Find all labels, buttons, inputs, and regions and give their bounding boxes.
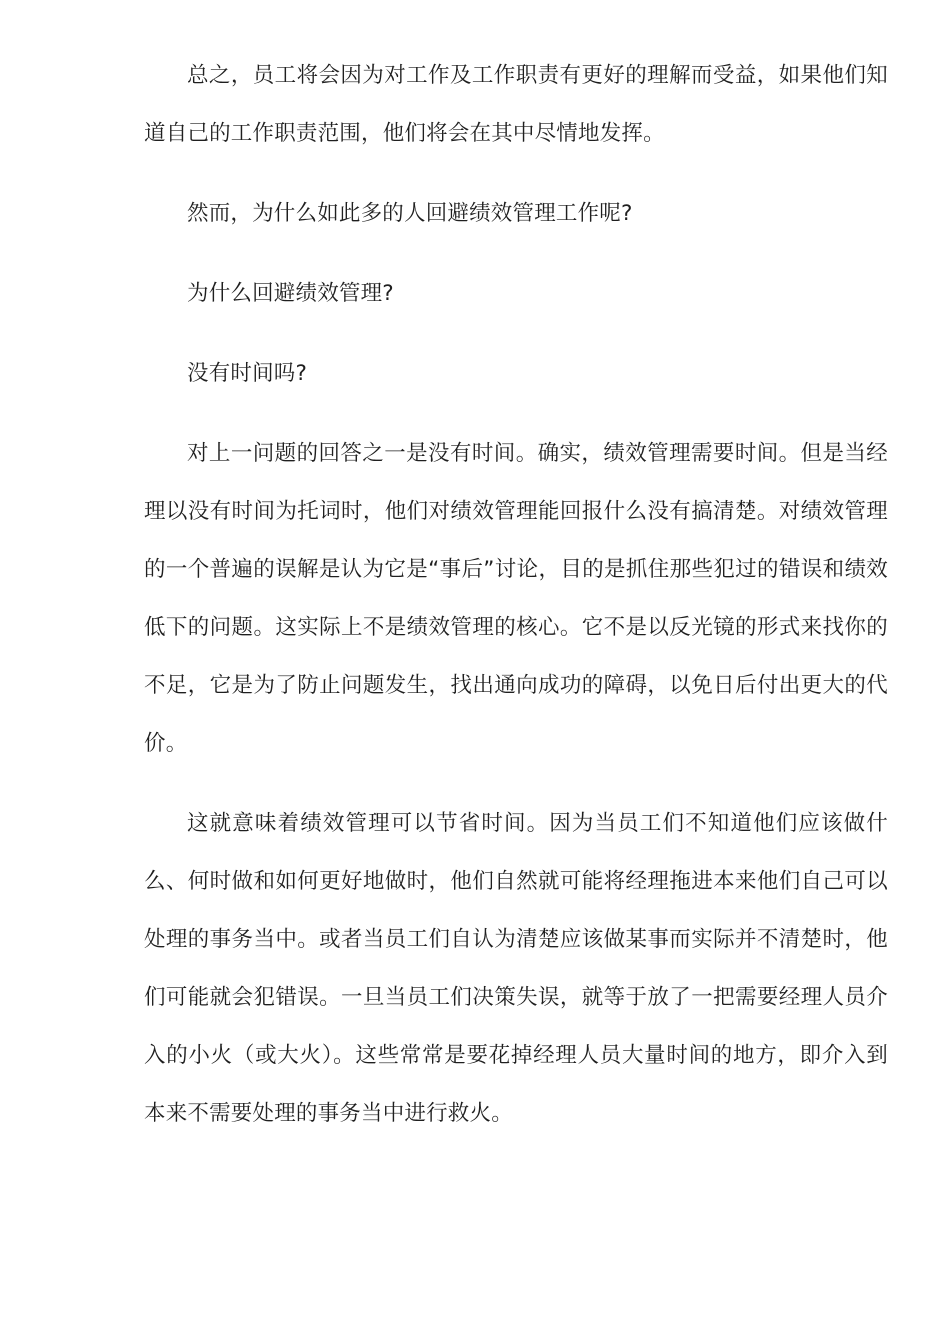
paragraph-no-time-answer: 对上一问题的回答之一是没有时间。确实，绩效管理需要时间。但是当经理以没有时间为托词时，他们对绩效管理能回报什么没有搞清楚。对绩效管理的一个普遍的误解是认为它是“事后”讨论，目的是抓住那些犯过的错误和绩效低下的问题。这实际上不是绩效管理的核心。它不是以反光镜的形式来找你的不足，它是为了防止问题发生，找出通向成功的障碍，以免日后付出更大的代价。 <box>144 441 888 756</box>
subheading-no-time: 没有时间吗? <box>187 361 308 386</box>
paragraph-question: 然而，为什么如此多的人回避绩效管理工作呢? <box>187 201 633 226</box>
document-page <box>144 47 888 1143</box>
section-heading-why-avoid: 为什么回避绩效管理? <box>187 281 394 306</box>
paragraph-saves-time: 这就意味着绩效管理可以节省时间。因为当员工们不知道他们应该做什么、何时做和如何更好地做时，他们自然就可能将经理拖进本来他们自己可以处理的事务当中。或者当员工们自认为清楚应该做某事而实际并不清楚时，他们可能就会犯错误。一旦当员工们决策失误，就等于放了一把需要经理人员介入的小火（或大火）。这些常常是要花掉经理人员大量时间的地方，即介入到本来不需要处理的事务当中进行救火。 <box>144 811 888 1126</box>
paragraph-summary: 总之，员工将会因为对工作及工作职责有更好的理解而受益，如果他们知道自己的工作职责范围，他们将会在其中尽情地发挥。 <box>144 63 888 146</box>
